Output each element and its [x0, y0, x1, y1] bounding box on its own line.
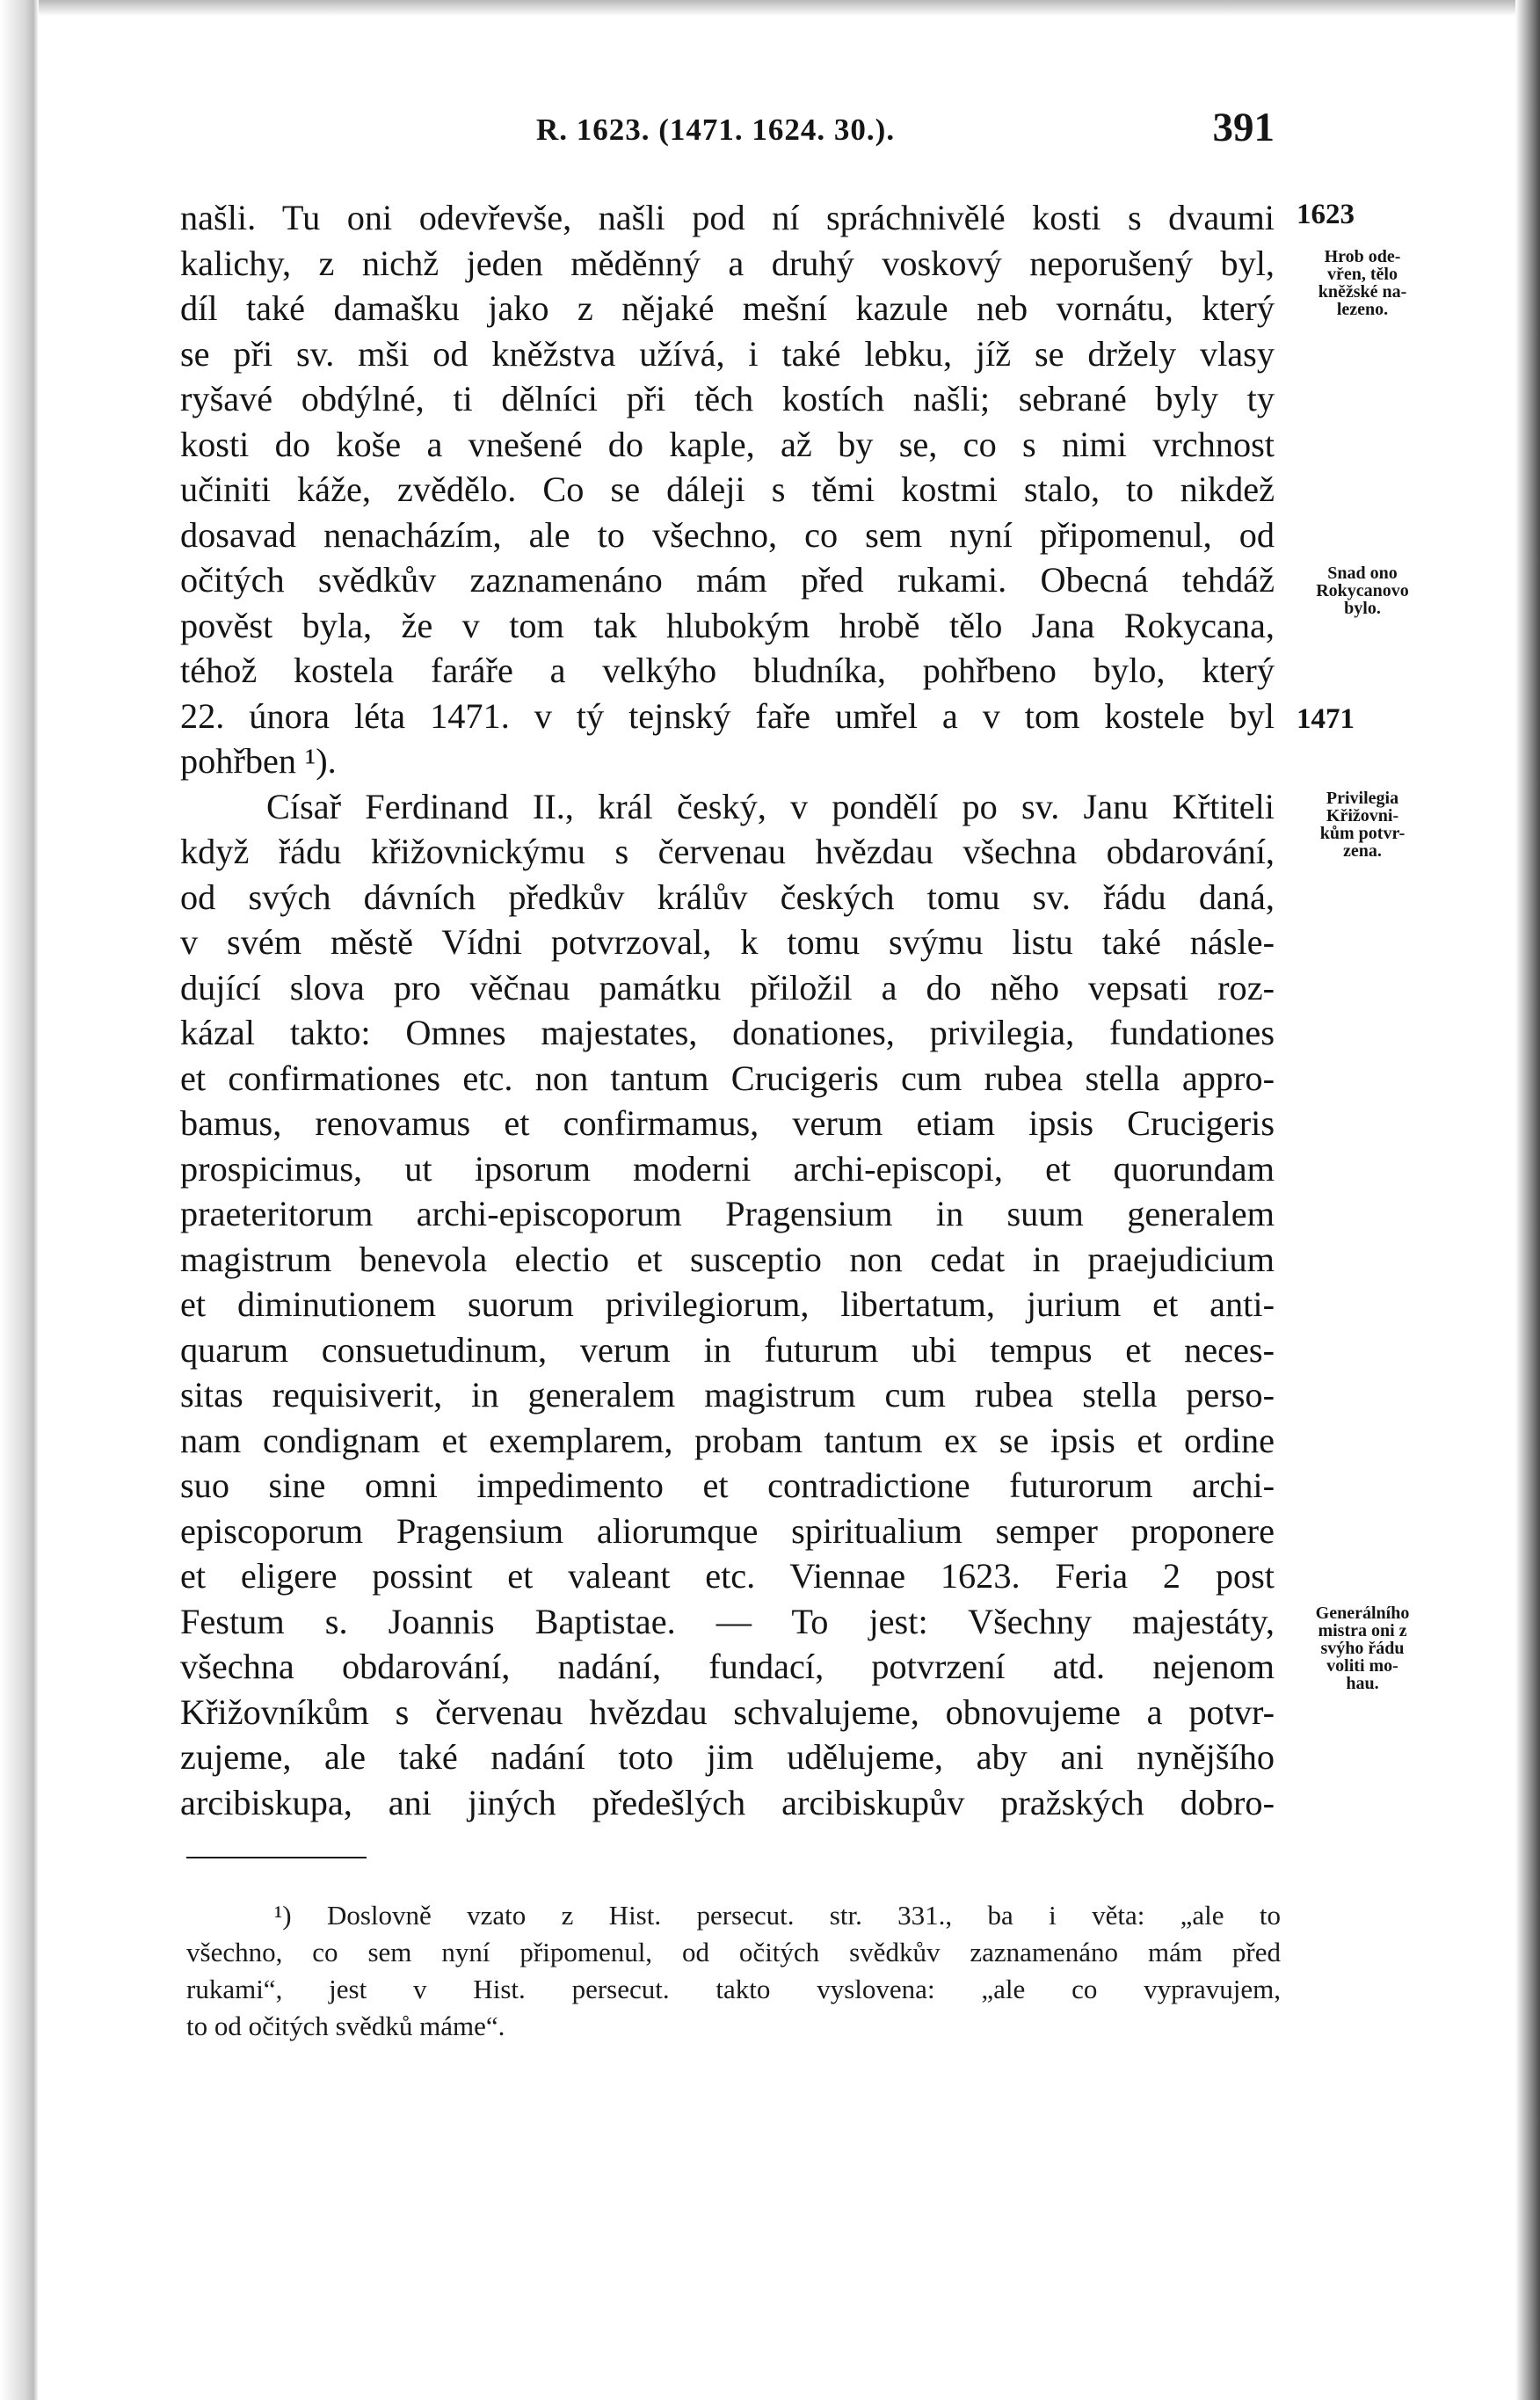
margin-note-line: Rokycanovo [1316, 581, 1409, 600]
text-line: našli. Tu oni odevřevše, našli pod ní spráchnivělé kosti s dvaumi [180, 198, 1275, 237]
text-line: dující slova pro věčnau památku přiložil a do něho vepsati roz- [180, 967, 1275, 1007]
text-line: episcoporum Pragensium aliorumque spiritualium semper proponere [180, 1510, 1275, 1551]
text-line: nam condignam et exemplarem, probam tantum ex se ipsis et ordine [180, 1420, 1275, 1460]
text-line: očitých svědkův zaznamenáno mám před rukami. Obecná tehdáž [180, 560, 1275, 600]
margin-note-line: bylo. [1344, 599, 1381, 618]
margin-note-line: mistra oni z [1318, 1621, 1407, 1640]
text-line: Křižovníkům s červenau hvězdau schvalujeme, obnovujeme a potvr- [180, 1691, 1275, 1732]
margin-note-line: kněžské na- [1318, 282, 1407, 302]
text-line: v svém městě Vídni potvrzoval, k tomu svýmu listu také násle- [180, 922, 1275, 962]
margin-note-line: Křižovni- [1326, 806, 1399, 825]
text-line: suo sine omni impedimento et contradictione futurorum archi- [180, 1465, 1275, 1505]
text-line: arcibiskupa, ani jiných předešlých arcibiskupův pražských dobro- [180, 1782, 1275, 1822]
margin-note-line: hau. [1346, 1674, 1379, 1693]
margin-note-line: Generálního [1315, 1604, 1410, 1623]
text-line: et diminutionem suorum privilegiorum, libertatum, jurium et anti- [180, 1284, 1275, 1324]
text-line: magistrum benevola electio et susceptio non cedat in praejudicium [180, 1239, 1275, 1279]
margin-year-1623: 1623 [1297, 199, 1355, 230]
margin-note-general [1288, 1604, 1437, 1692]
text-line: Festum s. Joannis Baptistae. — To jest: Všechny majestáty, [180, 1601, 1275, 1641]
margin-note-line: voliti mo- [1326, 1656, 1398, 1676]
text-line: pověst byla, že v tom tak hlubokým hrobě tělo Jana Rokycana, [180, 605, 1275, 645]
text-line: quarum consuetudinum, verum in futurum ubi tempus et neces- [180, 1329, 1275, 1370]
margin-note-grave [1288, 248, 1437, 318]
text-line: praeteritorum archi-episcoporum Pragensium in suum generalem [180, 1194, 1275, 1233]
scan-shadow-right [1515, 0, 1540, 2400]
footnote-line: všechno, co sem nyní připomenul, od očitých svědkův zaznamenáno mám před [186, 1937, 1281, 1967]
scan-shadow-left [0, 0, 39, 2400]
text-line: kalichy, z nichž jeden měděnný a druhý voskový neporušený byl, [180, 243, 1275, 283]
page-number: 391 [1212, 105, 1275, 150]
footnote [186, 1897, 1281, 2045]
text-line: Císař Ferdinand II., král český, v pondělí po sv. Janu Křtiteli [266, 786, 1275, 826]
text-line: dosavad nenacházím, ale to všechno, co sem nyní připomenul, od [180, 514, 1275, 555]
text-line: od svých dávních předkův králův českých tomu sv. řádu daná, [180, 876, 1275, 917]
footnote-line: rukami“, jest v Hist. persecut. takto vyslovena: „ale co vypravujem, [186, 1974, 1281, 2004]
text-line: sitas requisiverit, in generalem magistrum cum rubea stella perso- [180, 1375, 1275, 1415]
text-line: et eligere possint et valeant etc. Viennae 1623. Feria 2 post [180, 1556, 1275, 1596]
margin-note-line: kům potvr- [1319, 824, 1406, 843]
margin-note-privileges [1288, 789, 1437, 860]
scan-shadow-top [0, 0, 1540, 16]
footnote-line: ¹) Doslovně vzato z Hist. persecut. str. 331., ba i věta: „ale to [274, 1900, 1281, 1931]
text-line: kosti do koše a vnešené do kaple, až by se, co s nimi vrchnost [180, 424, 1275, 464]
footnote-line: to od očitých svědků máme“. [186, 2011, 505, 2041]
text-line: když řádu křižovnickýmu s červenau hvězdau všechna obdarování, [180, 832, 1275, 871]
text-line: všechna obdarování, nadání, fundací, potvrzení atd. nejenom [180, 1647, 1275, 1686]
text-line: díl také damašku jako z nějaké mešní kazule neb vornátu, který [180, 288, 1275, 328]
margin-note-line: Privilegia [1326, 789, 1399, 808]
margin-note-line: lezeno. [1336, 300, 1389, 319]
text-line: ryšavé obdýlné, ti dělníci při těch kostích našli; sebrané byly ty [180, 379, 1275, 418]
text-line: kázal takto: Omnes majestates, donationes, privilegia, fundationes [180, 1013, 1275, 1052]
margin-note-line: Hrob ode- [1324, 247, 1401, 266]
margin-note-line: vřen, tělo [1327, 265, 1398, 284]
page-header [180, 104, 1275, 156]
margin-note-rokycana [1288, 564, 1437, 617]
margin-note-line: svýho řádu [1320, 1639, 1405, 1658]
text-line: zujeme, ale také nadání toto jim udělujeme, aby ani nynějšího [180, 1737, 1275, 1777]
text-line: et confirmationes etc. non tantum Crucigeris cum rubea stella appro- [180, 1058, 1275, 1098]
text-line: učiniti káže, zvědělo. Co se dáleji s těmi kostmi stalo, to nikdež [180, 469, 1275, 509]
footnote-divider [186, 1857, 367, 1858]
text-line: téhož kostela faráře a velkýho bludníka, pohřbeno bylo, který [180, 651, 1275, 690]
text-line: se při sv. mši od kněžstva užívá, i také lebku, jíž se držely vlasy [180, 333, 1275, 374]
text-line: pohřben ¹). [180, 741, 337, 781]
margin-year-1471: 1471 [1297, 703, 1355, 735]
text-line: bamus, renovamus et confirmamus, verum etiam ipsis Crucigeris [180, 1103, 1275, 1143]
margin-note-line: zena. [1343, 841, 1382, 861]
text-line: prospicimus, ut ipsorum moderni archi-episcopi, et quorundam [180, 1148, 1275, 1189]
margin-note-line: Snad ono [1327, 564, 1398, 583]
text-line: 22. února léta 1471. v tý tejnský faře umřel a v tom kostele byl [180, 695, 1275, 736]
main-text [180, 195, 1275, 1825]
running-head: R. 1623. (1471. 1624. 30.). [536, 113, 896, 147]
